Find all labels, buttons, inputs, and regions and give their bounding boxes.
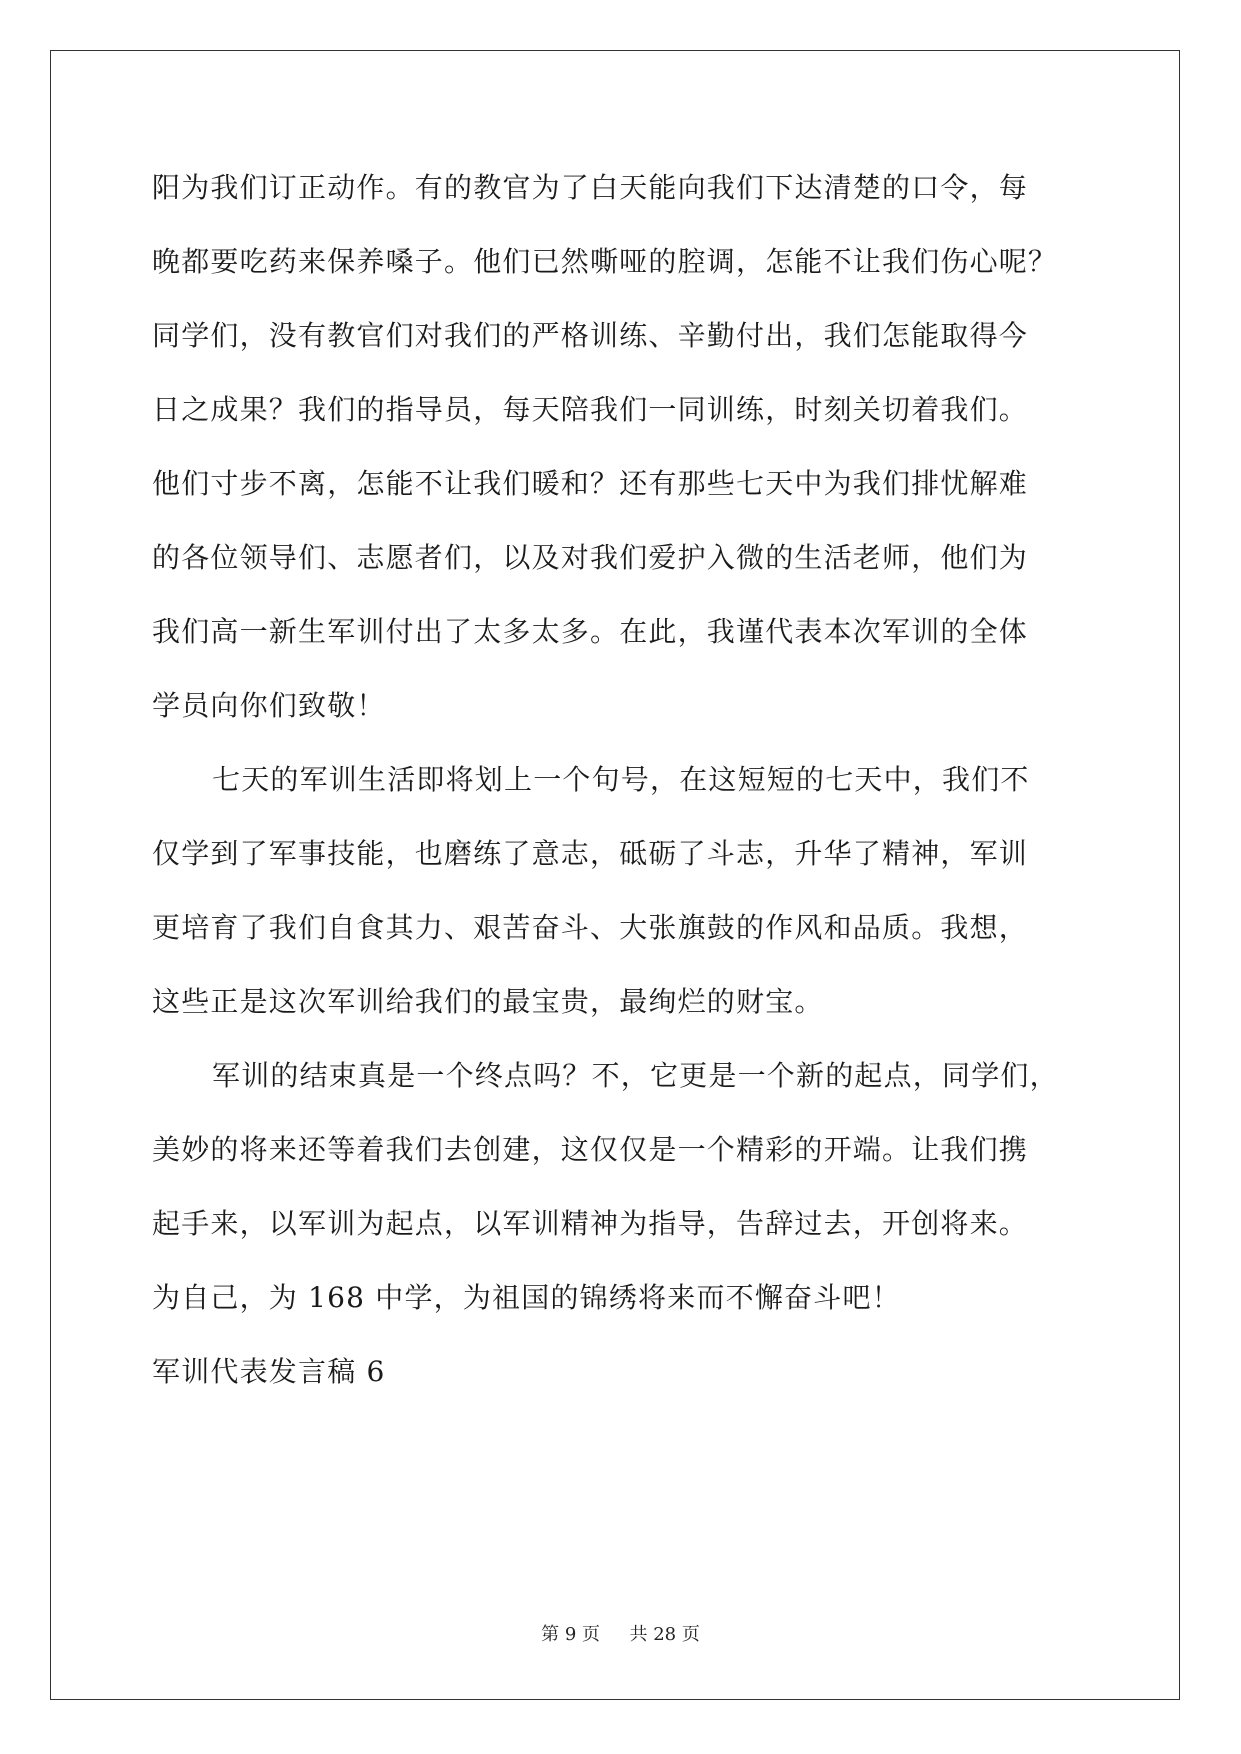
body-text-line: 学员向你们致敬！ <box>152 689 386 722</box>
body-text-line: 我们高一新生军训付出了太多太多。在此，我谨代表本次军训的全体 <box>152 615 1029 648</box>
section-heading: 军训代表发言稿 6 <box>152 1355 386 1388</box>
body-text-line: 他们寸步不离，怎能不让我们暖和？还有那些七天中为我们排忧解难 <box>152 467 1029 500</box>
page-number-current: 第 9 页 <box>541 1624 601 1645</box>
body-text-line: 这些正是这次军训给我们的最宝贵，最绚烂的财宝。 <box>152 985 824 1018</box>
body-text-line: 的各位领导们、志愿者们，以及对我们爱护入微的生活老师，他们为 <box>152 541 1029 574</box>
body-text-line: 日之成果？我们的指导员，每天陪我们一同训练，时刻关切着我们。 <box>152 393 1029 426</box>
body-text-line: 阳为我们订正动作。有的教官为了白天能向我们下达清楚的口令，每 <box>152 171 1029 204</box>
body-text-line: 仅学到了军事技能，也磨练了意志，砥砺了斗志，升华了精神，军训 <box>152 837 1029 870</box>
page-footer <box>0 1620 1241 1646</box>
body-text-line: 为自己，为 168 中学，为祖国的锦绣将来而不懈奋斗吧！ <box>152 1281 901 1314</box>
body-text-line: 美妙的将来还等着我们去创建，这仅仅是一个精彩的开端。让我们携 <box>152 1133 1029 1166</box>
body-text-line: 更培育了我们自食其力、艰苦奋斗、大张旗鼓的作风和品质。我想， <box>152 911 1029 944</box>
page-border <box>50 50 1180 1700</box>
body-text-line: 同学们，没有教官们对我们的严格训练、辛勤付出，我们怎能取得今 <box>152 319 1029 352</box>
page-number-total: 共 28 页 <box>629 1624 700 1645</box>
body-text-line: 晚都要吃药来保养嗓子。他们已然嘶哑的腔调，怎能不让我们伤心呢？ <box>152 245 1058 278</box>
paragraph-start-line: 军训的结束真是一个终点吗？不，它更是一个新的起点，同学们， <box>212 1059 1059 1092</box>
body-text-line: 起手来，以军训为起点，以军训精神为指导，告辞过去，开创将来。 <box>152 1207 1029 1240</box>
paragraph-start-line: 七天的军训生活即将划上一个句号，在这短短的七天中，我们不 <box>212 763 1030 796</box>
